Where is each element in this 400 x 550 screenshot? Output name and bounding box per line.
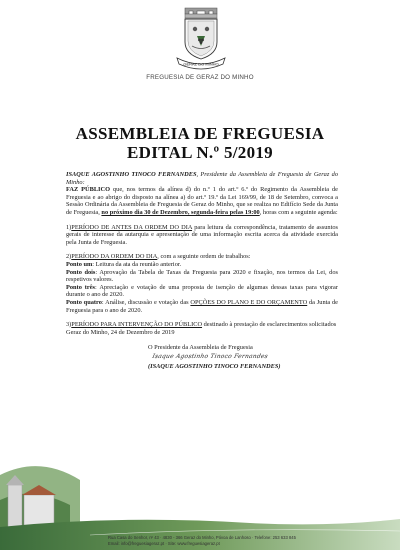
agenda-item-label: Ponto um <box>66 260 93 268</box>
document-title: ASSEMBLEIA DE FREGUESIA <box>75 124 325 143</box>
footer-contact: Email: info@freguesiageraz.pt · Site: www.freguesiageraz.pt <box>108 541 220 546</box>
section-1 <box>66 224 338 247</box>
footer-address: Rua Casa do Senhor, nº 43 · 4830 - 366 Geraz do Minho, Póvoa de Lanhoso · Telefone: 253 633 845 <box>108 535 296 540</box>
parish-name: FREGUESIA DE GERAZ DO MINHO <box>146 74 254 81</box>
agenda-item-text: : Análise, discussão e votação das <box>101 298 191 306</box>
president-name: ISAQUE AGOSTINHO TINOCO FERNANDES <box>66 171 197 178</box>
signature-block <box>148 344 338 370</box>
president-role: , Presidente da Assembleia de Freguesia de Geraz do Minho: <box>66 171 338 186</box>
agenda-item-label: Ponto quatro <box>66 298 102 306</box>
agenda-item <box>66 299 338 314</box>
notice-lead: FAZ PÚBLICO <box>66 186 111 194</box>
agenda-item-text: : Apreciação e votação de uma proposta de isenção de algumas dessas taxas para vigorar durante o ano de 2020. <box>66 283 338 299</box>
section-3 <box>66 321 338 329</box>
agenda-item-text: : Aprovação da Tabela de Taxas da Freguesia para 2020 e fixação, nos termos da Lei, dos respetivos valores. <box>66 268 338 284</box>
section-2-title: PERÍODO DA ORDEM DO DIA <box>71 253 158 261</box>
agenda-item-text: : Leitura da ata da reunião anterior. <box>92 260 182 268</box>
agenda-item-label: Ponto dois <box>66 268 96 276</box>
edict-number: EDITAL N.º 5/2019 <box>127 143 273 162</box>
notice-text: que, nos termos da alínea d) do n.º 1 do art.º 6.º do Regimento da Assembleia de Freguesia e ao abrigo do disposto na alínea a) do art.º 19.º da Lei 169/99, de 18 de Setembro, convoca a Sessão Ordinária da Assembleia de Freguesia de Geraz do Minho, que se realiza no Edifício Sede da Junta de Freguesia, <box>66 186 338 216</box>
crest-motto: GERAZ DO MINHO <box>183 61 219 67</box>
agenda-item <box>66 284 338 299</box>
session-date: no próximo dia 30 de Dezembro, segunda-feira pelas 19:00 <box>101 208 260 216</box>
signer-name: (ISAQUE AGOSTINHO TINOCO FERNANDES) <box>148 362 281 370</box>
section-2-number: 2) <box>66 253 72 261</box>
section-3-number: 3) <box>66 321 72 329</box>
section-3-text: destinado à prestação de esclarecimentos solicitados <box>202 321 337 329</box>
agenda-item <box>66 269 338 284</box>
section-1-text: para leitura da correspondência, tratamento de assuntos gerais de interesse da autarquia e apresentação de uma informação escrita acerca da atividade exercida pela Junta de Freguesia. <box>66 223 338 246</box>
intro-paragraph <box>66 171 338 186</box>
agenda-item-emphasis: OPÇÕES DO PLANO E DO ORÇAMENTO <box>190 298 308 306</box>
section-1-title: PERÍODO DE ANTES DA ORDEM DO DIA <box>71 223 193 231</box>
signature-role: O Presidente da Assembleia de Freguesia <box>148 344 253 352</box>
section-1-number: 1) <box>66 223 72 231</box>
parish-crest <box>171 2 231 72</box>
agenda-item-text-end: da Junta de Freguesia para o ano de 2020. <box>66 298 338 314</box>
agenda-item-label: Ponto três <box>66 283 95 291</box>
section-2 <box>66 253 338 261</box>
section-3-title: PERÍODO PARA INTERVENÇÃO DO PÚBLICO <box>71 321 203 329</box>
notice-text-end: , horas com a seguinte agenda: <box>259 208 338 216</box>
document-body <box>66 171 338 370</box>
agenda-item <box>66 261 338 269</box>
notice-paragraph <box>66 186 338 216</box>
handwritten-signature: Isaque Agostinho Tinoco Fernandes <box>151 352 269 360</box>
section-2-text: , com a seguinte ordem de trabalhos: <box>157 253 251 261</box>
place-and-date: Geraz do Minho, 24 de Dezembro de 2019 <box>66 328 175 336</box>
